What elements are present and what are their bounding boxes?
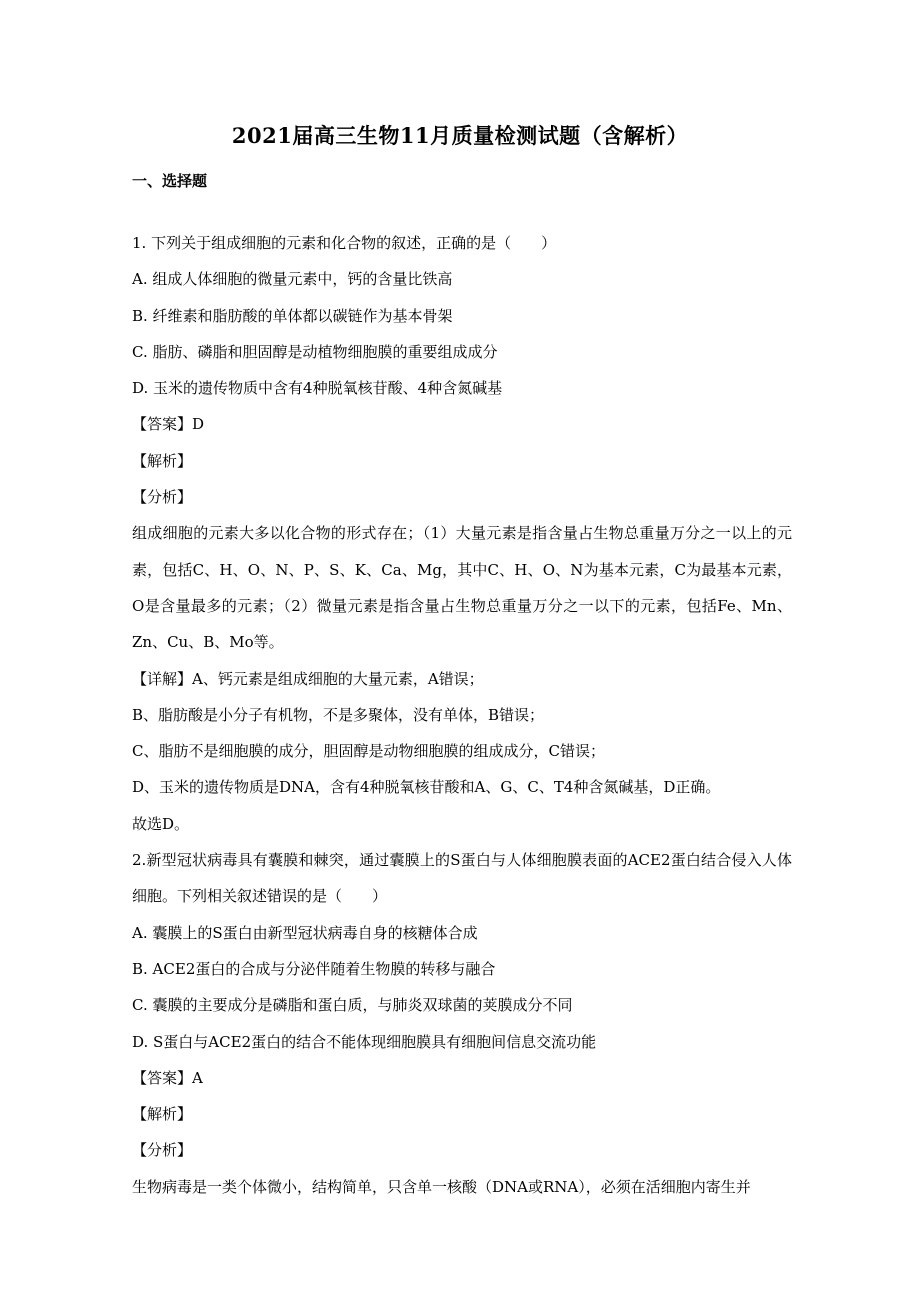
question-2-option-a: A. 囊膜上的S蛋白由新型冠状病毒自身的核糖体合成 (132, 923, 478, 942)
page-title: 2021届高三生物11月质量检测试题（含解析） (231, 123, 689, 148)
question-1-fenxi-text: 组成细胞的元素大多以化合物的形式存在；（1）大量元素是指含量占生物总重量万分之一以上的元素，包括C、H、O、N、P、S、K、Ca、Mg，其中C、H、O、N为基本元素，C为最基本元素，O是含量最多的元素；（2）微量元素是指含量占生物总重量万分之一以下的元素，包括Fe、Mn、Zn、Cu、B、Mo等。 (132, 524, 792, 652)
question-2-analysis-label: 【解析】 (132, 1105, 193, 1124)
question-1-conclusion: 故选D。 (132, 814, 190, 833)
question-1-answer: 【答案】D (132, 415, 205, 434)
question-1-stem: 1. 下列关于组成细胞的元素和化合物的叙述，正确的是（ ） (132, 234, 557, 252)
question-1-option-d: D. 玉米的遗传物质中含有4种脱氧核苷酸、4种含氮碱基 (132, 379, 503, 398)
question-1-detail-c: C、脂肪不是细胞膜的成分，胆固醇是动物细胞膜的组成成分，C错误； (132, 742, 605, 761)
question-1-option-a: A. 组成人体细胞的微量元素中，钙的含量比铁高 (132, 270, 453, 289)
question-1-option-c: C. 脂肪、磷脂和胆固醇是动植物细胞膜的重要组成成分 (132, 342, 498, 361)
question-1-analysis-label: 【解析】 (132, 451, 193, 470)
section-heading: 一、选择题 (132, 172, 208, 190)
question-2-fenxi-label: 【分析】 (132, 1141, 193, 1160)
question-2-answer: 【答案】A (132, 1068, 203, 1087)
question-1-detail-d: D、玉米的遗传物质是DNA，含有4种脱氧核苷酸和A、G、C、T4种含氮碱基，D正确。 (132, 778, 721, 797)
question-2-option-b: B. ACE2蛋白的合成与分泌伴随着生物膜的转移与融合 (132, 959, 496, 978)
question-2-stem: 2.新型冠状病毒具有囊膜和棘突，通过囊膜上的S蛋白与人体细胞膜表面的ACE2蛋白结合侵入人体细胞。下列相关叙述错误的是（ ） (132, 851, 792, 906)
question-1-detail-a: 【详解】A、钙元素是组成细胞的大量元素，A错误； (132, 669, 484, 688)
document-body (132, 225, 792, 1205)
question-2-option-d: D. S蛋白与ACE2蛋白的结合不能体现细胞膜具有细胞间信息交流功能 (132, 1032, 597, 1051)
question-2-fenxi-text: 生物病毒是一类个体微小，结构简单，只含单一核酸（DNA或RNA），必须在活细胞内寄生并 (132, 1177, 751, 1196)
question-1-detail-b: B、脂肪酸是小分子有机物，不是多聚体，没有单体，B错误； (132, 705, 545, 724)
question-1-fenxi-label: 【分析】 (132, 488, 193, 507)
question-1-option-b: B. 纤维素和脂肪酸的单体都以碳链作为基本骨架 (132, 306, 453, 325)
question-2-option-c: C. 囊膜的主要成分是磷脂和蛋白质，与肺炎双球菌的荚膜成分不同 (132, 996, 573, 1015)
